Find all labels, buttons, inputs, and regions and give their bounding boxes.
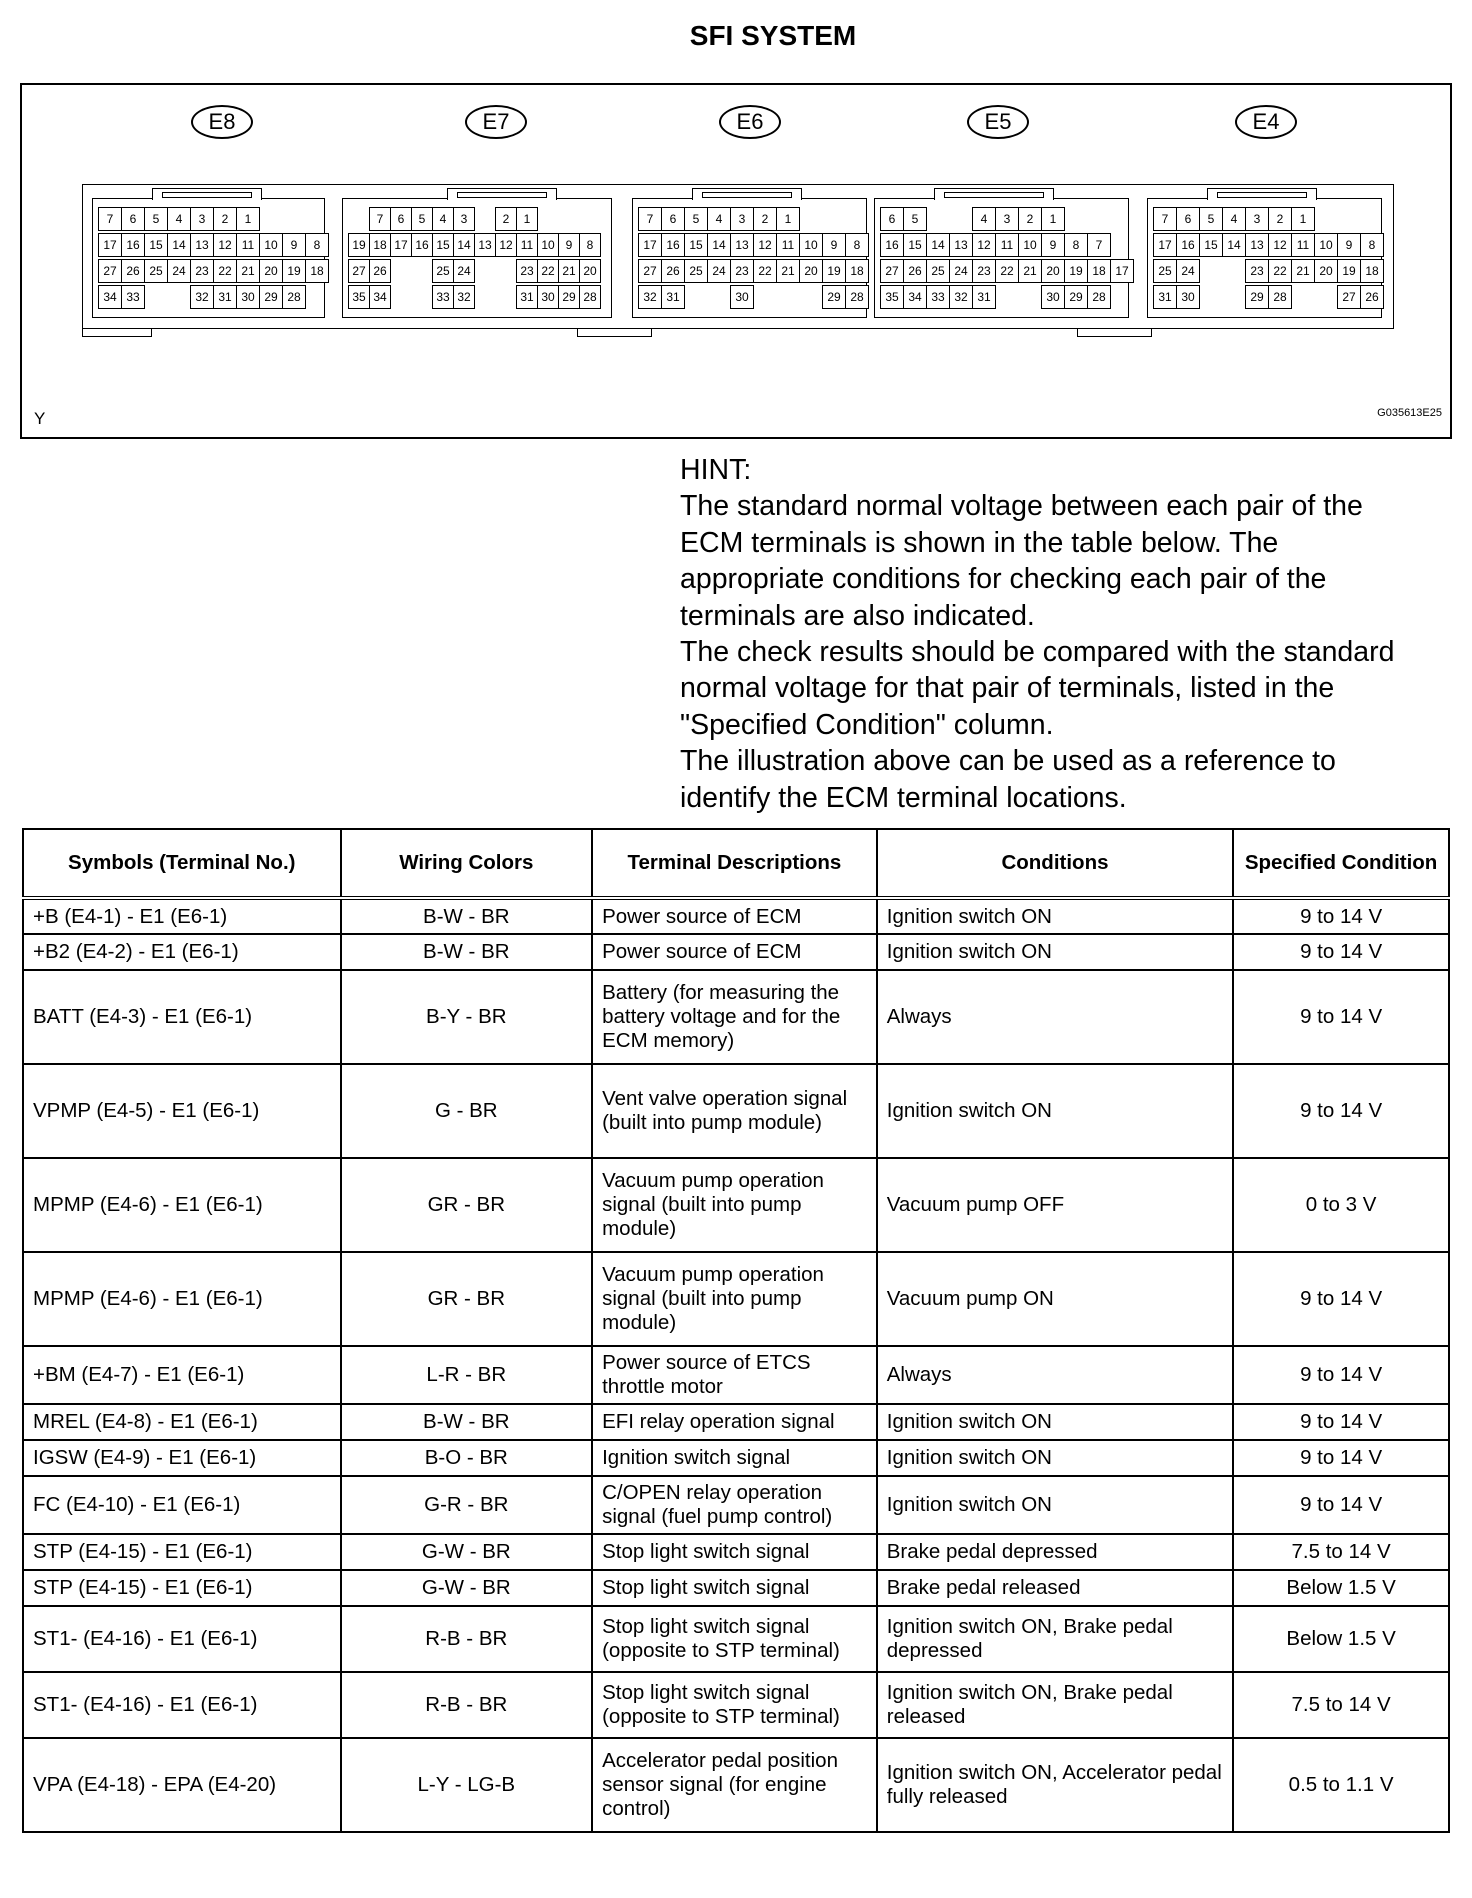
terminal-pin: 19 (348, 233, 370, 257)
specified-condition-cell: 9 to 14 V (1233, 934, 1449, 970)
terminal-pin: 6 (661, 207, 685, 231)
terminal-pin: 12 (753, 233, 777, 257)
terminal-pin: 12 (972, 233, 996, 257)
terminal-pin: 24 (167, 259, 191, 283)
specified-condition-cell: 9 to 14 V (1233, 1252, 1449, 1346)
terminal-voltage-table (22, 828, 1450, 1833)
table-row (23, 1252, 1449, 1346)
condition-cell: Ignition switch ON (877, 1476, 1233, 1534)
terminal-pin: 2 (1018, 207, 1042, 231)
symbol-cell: IGSW (E4-9) - E1 (E6-1) (23, 1440, 341, 1476)
wiring-color-cell: GR - BR (341, 1158, 593, 1252)
connector-label-e8: E8 (191, 105, 253, 139)
specified-condition-cell: Below 1.5 V (1233, 1606, 1449, 1672)
hint-line: ECM terminals is shown in the table below. The (680, 526, 1279, 559)
condition-cell: Ignition switch ON (877, 1440, 1233, 1476)
terminal-pin: 7 (98, 207, 122, 231)
connector-latch-slot (162, 192, 252, 198)
hint-line: The check results should be compared with the standard (680, 636, 1395, 669)
terminal-pin: 31 (972, 285, 996, 309)
description-cell: Vacuum pump operation signal (built into pump module) (592, 1252, 877, 1346)
specified-condition-cell: 9 to 14 V (1233, 1346, 1449, 1404)
terminal-pin: 18 (305, 259, 329, 283)
terminal-pin: 10 (259, 233, 283, 257)
terminal-pin: 5 (1199, 207, 1223, 231)
condition-cell: Vacuum pump ON (877, 1252, 1233, 1346)
terminal-pin: 1 (1041, 207, 1065, 231)
terminal-pin: 21 (236, 259, 260, 283)
terminal-pin: 3 (730, 207, 754, 231)
terminal-pin: 9 (282, 233, 306, 257)
terminal-pin: 8 (305, 233, 329, 257)
terminal-pin: 5 (411, 207, 433, 231)
terminal-pin: 18 (1087, 259, 1111, 283)
hint-line: The illustration above can be used as a reference to (680, 745, 1336, 778)
terminal-pin: 10 (1314, 233, 1338, 257)
symbol-cell: MREL (E4-8) - E1 (E6-1) (23, 1404, 341, 1440)
terminal-pin: 16 (411, 233, 433, 257)
terminal-pin: 17 (1153, 233, 1177, 257)
hint-line: identify the ECM terminal locations. (680, 781, 1127, 814)
terminal-pin: 7 (369, 207, 391, 231)
terminal-pin: 8 (1360, 233, 1384, 257)
terminal-pin: 25 (1153, 259, 1177, 283)
terminal-pin: 16 (880, 233, 904, 257)
terminal-pin: 25 (684, 259, 708, 283)
connector-latch-slot (457, 192, 547, 198)
terminal-pin: 8 (579, 233, 601, 257)
specified-condition-cell: 9 to 14 V (1233, 1064, 1449, 1158)
terminal-pin: 1 (1291, 207, 1315, 231)
terminal-pin: 16 (661, 233, 685, 257)
terminal-pin: 3 (453, 207, 475, 231)
specified-condition-cell: 0 to 3 V (1233, 1158, 1449, 1252)
specified-condition-cell: 9 to 14 V (1233, 1404, 1449, 1440)
terminal-pin: 17 (98, 233, 122, 257)
description-cell: Stop light switch signal (opposite to STP terminal) (592, 1672, 877, 1738)
terminal-pin: 20 (579, 259, 601, 283)
terminal-pin: 33 (121, 285, 145, 309)
symbol-cell: +B (E4-1) - E1 (E6-1) (23, 898, 341, 934)
terminal-pin: 4 (432, 207, 454, 231)
terminal-pin: 17 (638, 233, 662, 257)
description-cell: Stop light switch signal (592, 1570, 877, 1606)
table-row (23, 1476, 1449, 1534)
table-row (23, 1158, 1449, 1252)
terminal-pin: 10 (799, 233, 823, 257)
terminal-pin: 34 (98, 285, 122, 309)
wiring-color-cell: B-W - BR (341, 898, 593, 934)
terminal-pin: 8 (1064, 233, 1088, 257)
terminal-pin: 19 (1064, 259, 1088, 283)
header-terminal-descriptions: Terminal Descriptions (592, 829, 877, 898)
table-row (23, 1738, 1449, 1832)
terminal-pin: 14 (707, 233, 731, 257)
condition-cell: Ignition switch ON, Brake pedal released (877, 1672, 1233, 1738)
terminal-pin: 15 (432, 233, 454, 257)
terminal-pin: 20 (259, 259, 283, 283)
terminal-pin: 14 (1222, 233, 1246, 257)
symbol-cell: STP (E4-15) - E1 (E6-1) (23, 1570, 341, 1606)
terminal-pin: 18 (369, 233, 391, 257)
terminal-pin: 28 (1087, 285, 1111, 309)
description-cell: Accelerator pedal position sensor signal (for engine control) (592, 1738, 877, 1832)
description-cell: Power source of ECM (592, 934, 877, 970)
terminal-pin: 29 (1245, 285, 1269, 309)
hint-heading: HINT: (680, 454, 752, 486)
terminal-pin: 17 (1110, 259, 1134, 283)
terminal-pin: 31 (661, 285, 685, 309)
terminal-pin: 29 (822, 285, 846, 309)
terminal-pin: 2 (753, 207, 777, 231)
terminal-pin: 22 (995, 259, 1019, 283)
table-row (23, 1404, 1449, 1440)
wiring-color-cell: B-W - BR (341, 934, 593, 970)
wiring-color-cell: G-R - BR (341, 1476, 593, 1534)
terminal-pin: 11 (776, 233, 800, 257)
terminal-pin: 29 (558, 285, 580, 309)
terminal-pin: 13 (190, 233, 214, 257)
terminal-pin: 34 (369, 285, 391, 309)
description-cell: Stop light switch signal (592, 1534, 877, 1570)
condition-cell: Vacuum pump OFF (877, 1158, 1233, 1252)
terminal-pin: 28 (282, 285, 306, 309)
connector-label-e7: E7 (465, 105, 527, 139)
terminal-pin: 32 (638, 285, 662, 309)
terminal-pin: 26 (661, 259, 685, 283)
terminal-pin: 32 (190, 285, 214, 309)
terminal-pin: 6 (880, 207, 904, 231)
terminal-pin: 27 (1337, 285, 1361, 309)
terminal-pin: 30 (537, 285, 559, 309)
description-cell: Ignition switch signal (592, 1440, 877, 1476)
symbol-cell: BATT (E4-3) - E1 (E6-1) (23, 970, 341, 1064)
hint-line: normal voltage for that pair of terminals, listed in the (680, 672, 1335, 705)
connector-latch-slot (702, 192, 792, 198)
hint-line: appropriate conditions for checking each pair of the (680, 563, 1327, 596)
terminal-pin: 11 (236, 233, 260, 257)
terminal-pin: 6 (1176, 207, 1200, 231)
terminal-pin: 11 (1291, 233, 1315, 257)
terminal-pin: 30 (1176, 285, 1200, 309)
description-cell: Vent valve operation signal (built into pump module) (592, 1064, 877, 1158)
terminal-pin: 25 (432, 259, 454, 283)
page-title: SFI SYSTEM (689, 20, 857, 51)
terminal-pin: 33 (926, 285, 950, 309)
terminal-pin: 32 (949, 285, 973, 309)
description-cell: C/OPEN relay operation signal (fuel pump control) (592, 1476, 877, 1534)
terminal-pin: 15 (684, 233, 708, 257)
terminal-pin: 11 (995, 233, 1019, 257)
terminal-pin: 7 (638, 207, 662, 231)
table-row (23, 1534, 1449, 1570)
wiring-color-cell: L-Y - LG-B (341, 1738, 593, 1832)
terminal-pin: 14 (926, 233, 950, 257)
terminal-pin: 33 (432, 285, 454, 309)
specified-condition-cell: 7.5 to 14 V (1233, 1672, 1449, 1738)
description-cell: Battery (for measuring the battery voltage and for the ECM memory) (592, 970, 877, 1064)
terminal-pin: 23 (730, 259, 754, 283)
terminal-pin: 4 (1222, 207, 1246, 231)
condition-cell: Ignition switch ON (877, 898, 1233, 934)
condition-cell: Ignition switch ON, Accelerator pedal fully released (877, 1738, 1233, 1832)
table-row (23, 1064, 1449, 1158)
specified-condition-cell: 0.5 to 1.1 V (1233, 1738, 1449, 1832)
terminal-pin: 25 (144, 259, 168, 283)
table-row (23, 1570, 1449, 1606)
terminal-pin: 7 (1087, 233, 1111, 257)
specified-condition-cell: 9 to 14 V (1233, 898, 1449, 934)
condition-cell: Brake pedal depressed (877, 1534, 1233, 1570)
terminal-pin: 5 (903, 207, 927, 231)
terminal-pin: 17 (390, 233, 412, 257)
table-row (23, 1672, 1449, 1738)
symbol-cell: VPA (E4-18) - EPA (E4-20) (23, 1738, 341, 1832)
terminal-pin: 28 (579, 285, 601, 309)
terminal-pin: 19 (822, 259, 846, 283)
description-cell: EFI relay operation signal (592, 1404, 877, 1440)
symbol-cell: +B2 (E4-2) - E1 (E6-1) (23, 934, 341, 970)
terminal-pin: 15 (1199, 233, 1223, 257)
wiring-color-cell: G - BR (341, 1064, 593, 1158)
terminal-pin: 4 (167, 207, 191, 231)
terminal-pin: 30 (730, 285, 754, 309)
header-wiring-colors: Wiring Colors (341, 829, 593, 898)
table-header-row (23, 829, 1449, 898)
hint-line: terminals are also indicated. (680, 599, 1035, 632)
terminal-pin: 2 (213, 207, 237, 231)
terminal-pin: 31 (1153, 285, 1177, 309)
table-row (23, 934, 1449, 970)
terminal-pin: 2 (495, 207, 517, 231)
wiring-color-cell: G-W - BR (341, 1534, 593, 1570)
terminal-pin: 29 (1064, 285, 1088, 309)
terminal-pin: 12 (1268, 233, 1292, 257)
terminal-pin: 21 (1291, 259, 1315, 283)
symbol-cell: VPMP (E4-5) - E1 (E6-1) (23, 1064, 341, 1158)
wiring-color-cell: G-W - BR (341, 1570, 593, 1606)
housing-foot (577, 329, 652, 337)
terminal-pin: 10 (1018, 233, 1042, 257)
terminal-pin: 22 (1268, 259, 1292, 283)
terminal-pin: 1 (516, 207, 538, 231)
terminal-pin: 9 (1337, 233, 1361, 257)
connector-label-e5: E5 (967, 105, 1029, 139)
terminal-pin: 20 (1314, 259, 1338, 283)
terminal-pin: 10 (537, 233, 559, 257)
terminal-pin: 16 (121, 233, 145, 257)
terminal-pin: 3 (1245, 207, 1269, 231)
terminal-pin: 12 (213, 233, 237, 257)
corner-label: Y (34, 409, 46, 428)
terminal-pin: 14 (167, 233, 191, 257)
connector-label-e6: E6 (719, 105, 781, 139)
connector-label-e4: E4 (1235, 105, 1297, 139)
terminal-pin: 6 (390, 207, 412, 231)
terminal-pin: 21 (558, 259, 580, 283)
terminal-pin: 13 (730, 233, 754, 257)
terminal-pin: 1 (236, 207, 260, 231)
terminal-pin: 8 (845, 233, 869, 257)
terminal-pin: 18 (845, 259, 869, 283)
table-row (23, 1606, 1449, 1672)
symbol-cell: MPMP (E4-6) - E1 (E6-1) (23, 1252, 341, 1346)
terminal-pin: 23 (1245, 259, 1269, 283)
terminal-pin: 5 (144, 207, 168, 231)
condition-cell: Always (877, 970, 1233, 1064)
terminal-pin: 27 (880, 259, 904, 283)
condition-cell: Ignition switch ON (877, 934, 1233, 970)
terminal-pin: 15 (144, 233, 168, 257)
terminal-pin: 31 (213, 285, 237, 309)
header-symbols: Symbols (Terminal No.) (23, 829, 341, 898)
terminal-pin: 26 (903, 259, 927, 283)
terminal-pin: 22 (537, 259, 559, 283)
terminal-pin: 7 (1153, 207, 1177, 231)
housing-foot (1077, 329, 1152, 337)
terminal-pin: 29 (259, 285, 283, 309)
terminal-pin: 13 (949, 233, 973, 257)
description-cell: Power source of ETCS throttle motor (592, 1346, 877, 1404)
symbol-cell: ST1- (E4-16) - E1 (E6-1) (23, 1672, 341, 1738)
terminal-pin: 34 (903, 285, 927, 309)
terminal-pin: 24 (949, 259, 973, 283)
terminal-pin: 12 (495, 233, 517, 257)
wiring-color-cell: R-B - BR (341, 1606, 593, 1672)
table-row (23, 898, 1449, 934)
terminal-pin: 20 (1041, 259, 1065, 283)
symbol-cell: +BM (E4-7) - E1 (E6-1) (23, 1346, 341, 1404)
terminal-pin: 1 (776, 207, 800, 231)
terminal-pin: 22 (753, 259, 777, 283)
terminal-pin: 27 (348, 259, 370, 283)
terminal-pin: 18 (1360, 259, 1384, 283)
description-cell: Power source of ECM (592, 898, 877, 934)
specified-condition-cell: Below 1.5 V (1233, 1570, 1449, 1606)
symbol-cell: STP (E4-15) - E1 (E6-1) (23, 1534, 341, 1570)
terminal-pin: 21 (776, 259, 800, 283)
terminal-pin: 13 (1245, 233, 1269, 257)
terminal-pin: 19 (282, 259, 306, 283)
terminal-pin: 23 (190, 259, 214, 283)
hint-line: "Specified Condition" column. (680, 708, 1054, 741)
hint-line: The standard normal voltage between each pair of the (680, 490, 1363, 523)
terminal-pin: 11 (516, 233, 538, 257)
terminal-pin: 9 (558, 233, 580, 257)
terminal-pin: 3 (190, 207, 214, 231)
terminal-pin: 20 (799, 259, 823, 283)
terminal-pin: 35 (880, 285, 904, 309)
wiring-color-cell: GR - BR (341, 1252, 593, 1346)
specified-condition-cell: 7.5 to 14 V (1233, 1534, 1449, 1570)
hint-section (680, 452, 1450, 816)
terminal-pin: 27 (98, 259, 122, 283)
condition-cell: Brake pedal released (877, 1570, 1233, 1606)
specified-condition-cell: 9 to 14 V (1233, 970, 1449, 1064)
terminal-pin: 5 (684, 207, 708, 231)
terminal-pin: 4 (972, 207, 996, 231)
condition-cell: Ignition switch ON, Brake pedal depressed (877, 1606, 1233, 1672)
terminal-pin: 4 (707, 207, 731, 231)
terminal-pin: 24 (1176, 259, 1200, 283)
terminal-pin: 30 (236, 285, 260, 309)
terminal-pin: 26 (1360, 285, 1384, 309)
terminal-pin: 28 (845, 285, 869, 309)
connector-diagram (20, 83, 1452, 439)
terminal-pin: 26 (121, 259, 145, 283)
terminal-pin: 28 (1268, 285, 1292, 309)
specified-condition-cell: 9 to 14 V (1233, 1476, 1449, 1534)
terminal-pin: 30 (1041, 285, 1065, 309)
terminal-pin: 16 (1176, 233, 1200, 257)
terminal-pin: 15 (903, 233, 927, 257)
table-row (23, 970, 1449, 1064)
description-cell: Vacuum pump operation signal (built into pump module) (592, 1158, 877, 1252)
terminal-pin: 6 (121, 207, 145, 231)
condition-cell: Ignition switch ON (877, 1404, 1233, 1440)
condition-cell: Ignition switch ON (877, 1064, 1233, 1158)
terminal-pin: 25 (926, 259, 950, 283)
connector-latch-slot (1217, 192, 1307, 198)
terminal-pin: 23 (972, 259, 996, 283)
terminal-pin: 22 (213, 259, 237, 283)
description-cell: Stop light switch signal (opposite to STP terminal) (592, 1606, 877, 1672)
terminal-pin: 26 (369, 259, 391, 283)
symbol-cell: ST1- (E4-16) - E1 (E6-1) (23, 1606, 341, 1672)
terminal-pin: 24 (707, 259, 731, 283)
symbol-cell: MPMP (E4-6) - E1 (E6-1) (23, 1158, 341, 1252)
wiring-color-cell: L-R - BR (341, 1346, 593, 1404)
wiring-color-cell: R-B - BR (341, 1672, 593, 1738)
terminal-pin: 13 (474, 233, 496, 257)
header-conditions: Conditions (877, 829, 1233, 898)
housing-foot (82, 329, 152, 337)
terminal-pin: 24 (453, 259, 475, 283)
condition-cell: Always (877, 1346, 1233, 1404)
terminal-pin: 31 (516, 285, 538, 309)
wiring-color-cell: B-Y - BR (341, 970, 593, 1064)
wiring-color-cell: B-O - BR (341, 1440, 593, 1476)
terminal-pin: 9 (1041, 233, 1065, 257)
connector-latch-slot (944, 192, 1044, 198)
terminal-pin: 3 (995, 207, 1019, 231)
figure-id: G035613E25 (1377, 407, 1442, 419)
specified-condition-cell: 9 to 14 V (1233, 1440, 1449, 1476)
table-row (23, 1440, 1449, 1476)
terminal-pin: 19 (1337, 259, 1361, 283)
terminal-pin: 2 (1268, 207, 1292, 231)
terminal-pin: 9 (822, 233, 846, 257)
table-row (23, 1346, 1449, 1404)
terminal-pin: 35 (348, 285, 370, 309)
terminal-pin: 32 (453, 285, 475, 309)
symbol-cell: FC (E4-10) - E1 (E6-1) (23, 1476, 341, 1534)
terminal-pin: 14 (453, 233, 475, 257)
wiring-color-cell: B-W - BR (341, 1404, 593, 1440)
header-specified-condition: Specified Condition (1233, 829, 1449, 898)
terminal-pin: 23 (516, 259, 538, 283)
terminal-pin: 27 (638, 259, 662, 283)
terminal-pin: 21 (1018, 259, 1042, 283)
